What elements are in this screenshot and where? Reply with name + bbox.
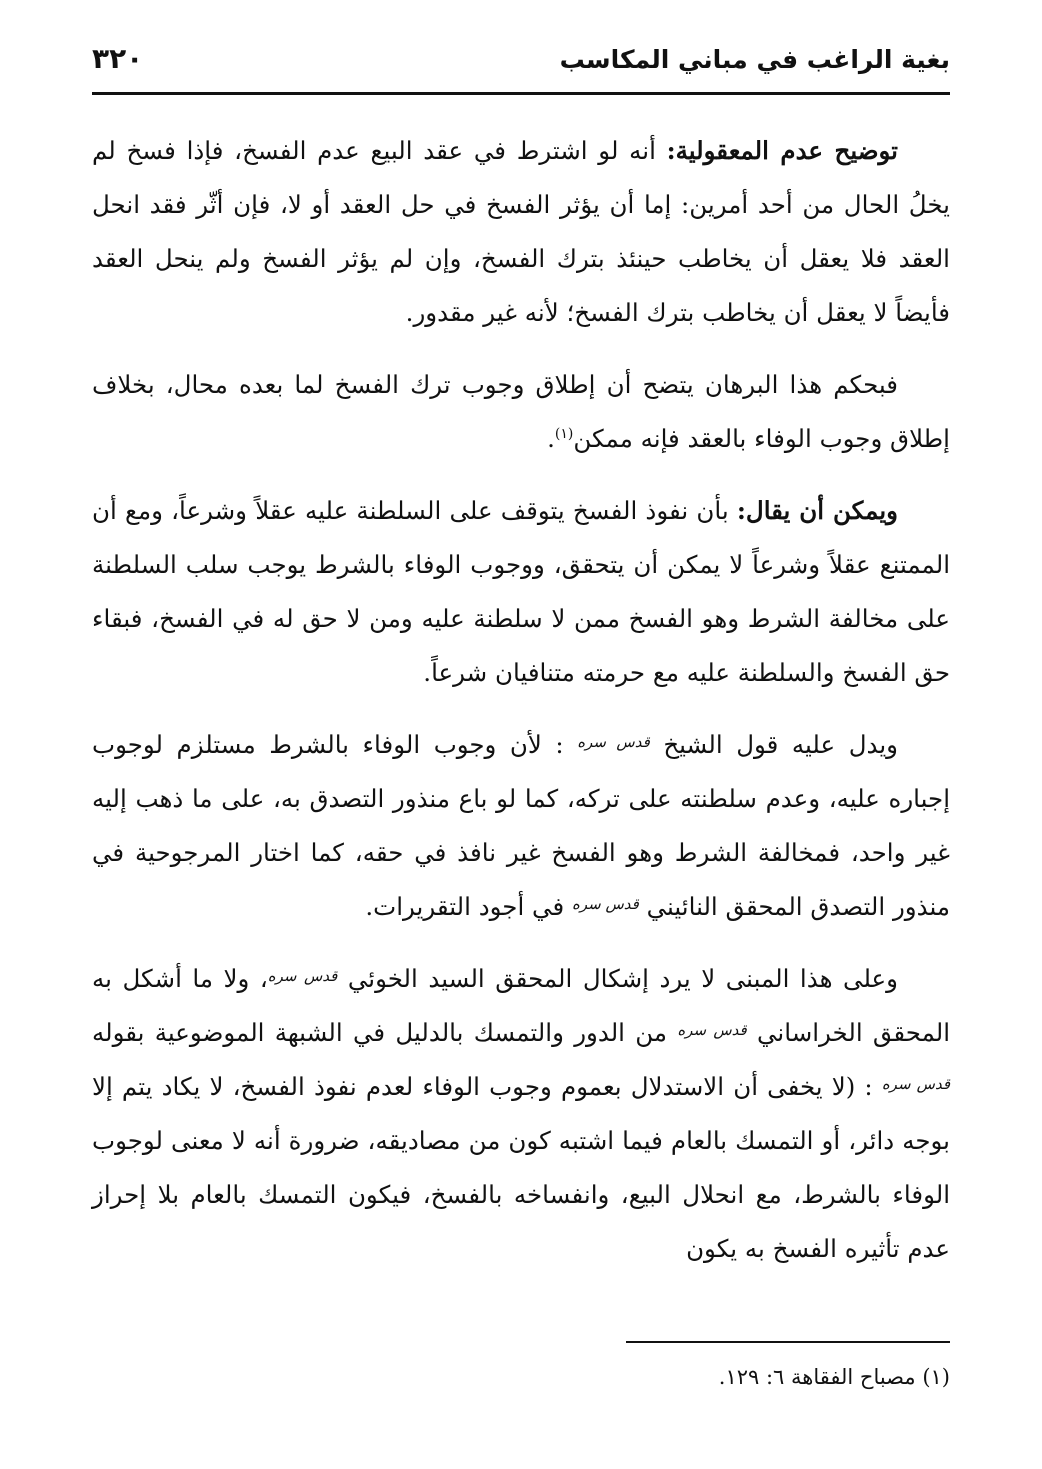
page-header: [92, 28, 950, 95]
paragraph-2: [92, 358, 950, 466]
paragraph-lead: ويمكن أن يقال:: [736, 496, 898, 525]
footnote-reference: (١): [554, 425, 574, 442]
honorific-mark: قدس سره: [577, 733, 650, 751]
paragraph-1: [92, 124, 950, 340]
paragraph-text: فبحكم هذا البرهان يتضح أن إطلاق وجوب ترك الفسخ لما بعده محال، بخلاف إطلاق وجوب الوفاء بالعقد فإنه ممكن: [92, 370, 950, 453]
main-text: [92, 124, 950, 1294]
paragraph-5: [92, 952, 950, 1276]
paragraph-text: أنه لو اشترط في عقد البيع عدم الفسخ، فإذا فسخ لم يخلُ الحال من أحد أمرين: إما أن يؤثر الفسخ في حل العقد أو لا، فإن أثّر فقد انحل العقد فلا يعقل أن يخاطب حينئذ بترك الفسخ، وإن لم يؤثر الفسخ ولم ينحل العقد فأيضاً لا يعقل أن يخاطب بترك الفسخ؛ لأنه غير مقدور.: [92, 136, 950, 327]
honorific-mark: قدس سره: [881, 1075, 950, 1093]
paragraph-3: [92, 484, 950, 700]
running-title: بغية الراغب في مباني المكاسب: [559, 45, 950, 74]
honorific-mark: قدس سره: [571, 895, 639, 913]
paragraph-text: من الدور والتمسك بالدليل في الشبهة الموضوعية بقوله: [92, 1018, 678, 1047]
footnote-1: (١) مصباح الفقاهة ٦: ١٢٩.: [718, 1365, 950, 1389]
paragraph-lead: توضيح عدم المعقولية:: [666, 136, 898, 165]
paragraph-text: في أجود التقريرات.: [365, 892, 572, 921]
paragraph-text: ويدل عليه قول الشيخ: [649, 730, 899, 759]
honorific-mark: قدس سره: [267, 967, 338, 985]
paragraph-text: بأن نفوذ الفسخ يتوقف على السلطنة عليه عقلاً وشرعاً، ومع أن الممتنع عقلاً وشرعاً لا يمكن أن يتحقق، ووجوب الوفاء بالشرط يوجب سلب السلطنة على مخالفة الشرط وهو الفسخ ممن لا سلطنة عليه ومن لا حق له في الفسخ، فبقاء حق الفسخ والسلطنة عليه مع حرمته متنافيان شرعاً.: [92, 496, 950, 687]
honorific-mark: قدس سره: [677, 1021, 747, 1039]
footnote-separator: [626, 1341, 950, 1343]
paragraph-text-end: .: [547, 424, 555, 453]
paragraph-text: : (لا يخفى أن الاستدلال بعموم وجوب الوفاء لعدم نفوذ الفسخ، لا يكاد يتم إلا بوجه دائر، أو التمسك بالعام فيما اشتبه كون من مصاديقه، ضرورة أنه لا معنى لوجوب الوفاء بالشرط، مع انحلال البيع، وانفساخه بالفسخ، فيكون التمسك بالعام بلا إحراز عدم تأثيره الفسخ به يكون: [92, 1072, 950, 1263]
paragraph-text: : لأن وجوب الوفاء بالشرط مستلزم لوجوب إجباره عليه، وعدم سلطنته على تركه، كما لو باع منذور التصدق به، على ما ذهب إليه غير واحد، فمخالفة الشرط وهو الفسخ غير نافذ في حقه، كما اختار المرجوحية في منذور التصدق المحقق النائيني: [92, 730, 950, 921]
paragraph-4: [92, 718, 950, 934]
paragraph-text: وعلى هذا المبنى لا يرد إشكال المحقق السيد الخوئي: [337, 964, 899, 993]
page-number: ٣٢٠: [92, 42, 144, 75]
paragraph-text: ، ولا ما أشكل به المحقق الخراساني: [92, 964, 951, 1047]
